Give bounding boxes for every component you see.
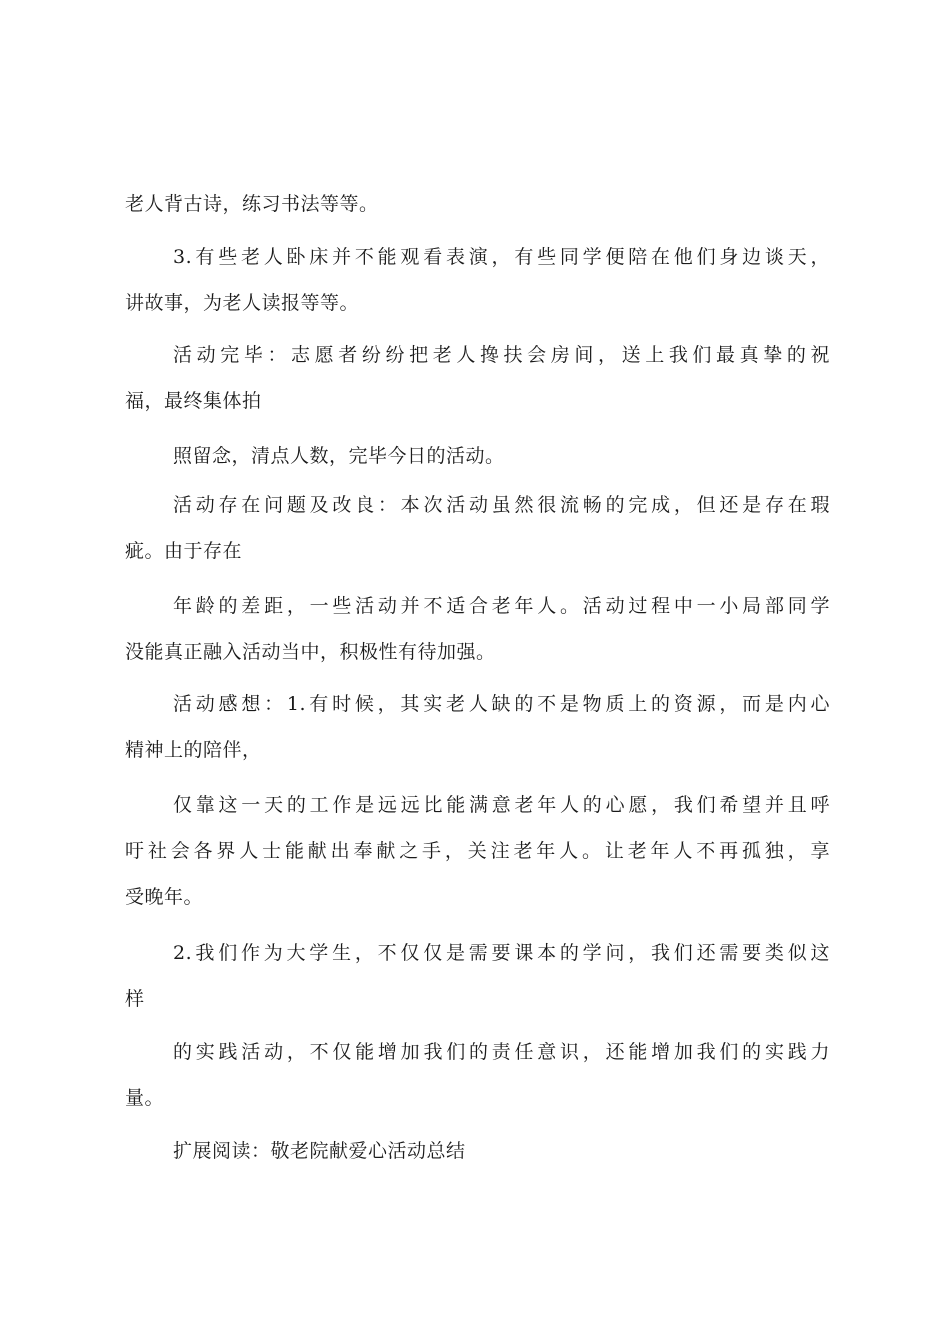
text-line: 讲故事，为老人读报等等。 (125, 292, 360, 314)
paragraph-8 (125, 782, 830, 920)
text-line: 活动感想：1.有时候，其实老人缺的不是物质上的资源，而是内心 (173, 693, 830, 715)
text-line: 样 (125, 988, 145, 1010)
paragraph-6 (125, 583, 830, 675)
text-line: 3.有些老人卧床并不能观看表演，有些同学便陪在他们身边谈天， (173, 246, 830, 268)
text-line: 的实践活动，不仅能增加我们的责任意识，还能增加我们的实践力 (173, 1041, 830, 1063)
text-line: 受晚年。 (125, 886, 204, 908)
text-line: 扩展阅读：敬老院献爱心活动总结 (173, 1140, 466, 1162)
text-line: 活动存在问题及改良：本次活动虽然很流畅的完成，但还是存在瑕 (173, 494, 830, 516)
text-line: 照留念，清点人数，完毕今日的活动。 (173, 445, 505, 467)
paragraph-1 (125, 181, 830, 227)
paragraph-4 (125, 433, 830, 479)
paragraph-2 (125, 234, 830, 326)
paragraph-9 (125, 930, 830, 1022)
paragraph-3 (125, 332, 830, 424)
text-line: 吁社会各界人士能献出奉献之手，关注老年人。让老年人不再孤独，享 (125, 840, 830, 862)
paragraph-11 (125, 1128, 830, 1174)
text-line: 没能真正融入活动当中，积极性有待加强。 (125, 641, 496, 663)
text-line: 2.我们作为大学生，不仅仅是需要课本的学问，我们还需要类似这 (173, 942, 830, 964)
text-line: 精神上的陪伴， (125, 739, 262, 761)
paragraph-10 (125, 1029, 830, 1121)
paragraph-5 (125, 482, 830, 574)
text-line: 福，最终集体拍 (125, 390, 262, 412)
text-line: 老人背古诗，练习书法等等。 (125, 193, 379, 215)
text-line: 疵。由于存在 (125, 540, 243, 562)
text-line: 仅靠这一天的工作是远远比能满意老年人的心愿，我们希望并且呼 (173, 794, 830, 816)
paragraph-7 (125, 681, 830, 773)
text-line: 活动完毕：志愿者纷纷把老人搀扶会房间，送上我们最真挚的祝 (173, 344, 830, 366)
text-line: 年龄的差距，一些活动并不适合老年人。活动过程中一小局部同学 (173, 595, 830, 617)
text-line: 量。 (125, 1087, 165, 1109)
